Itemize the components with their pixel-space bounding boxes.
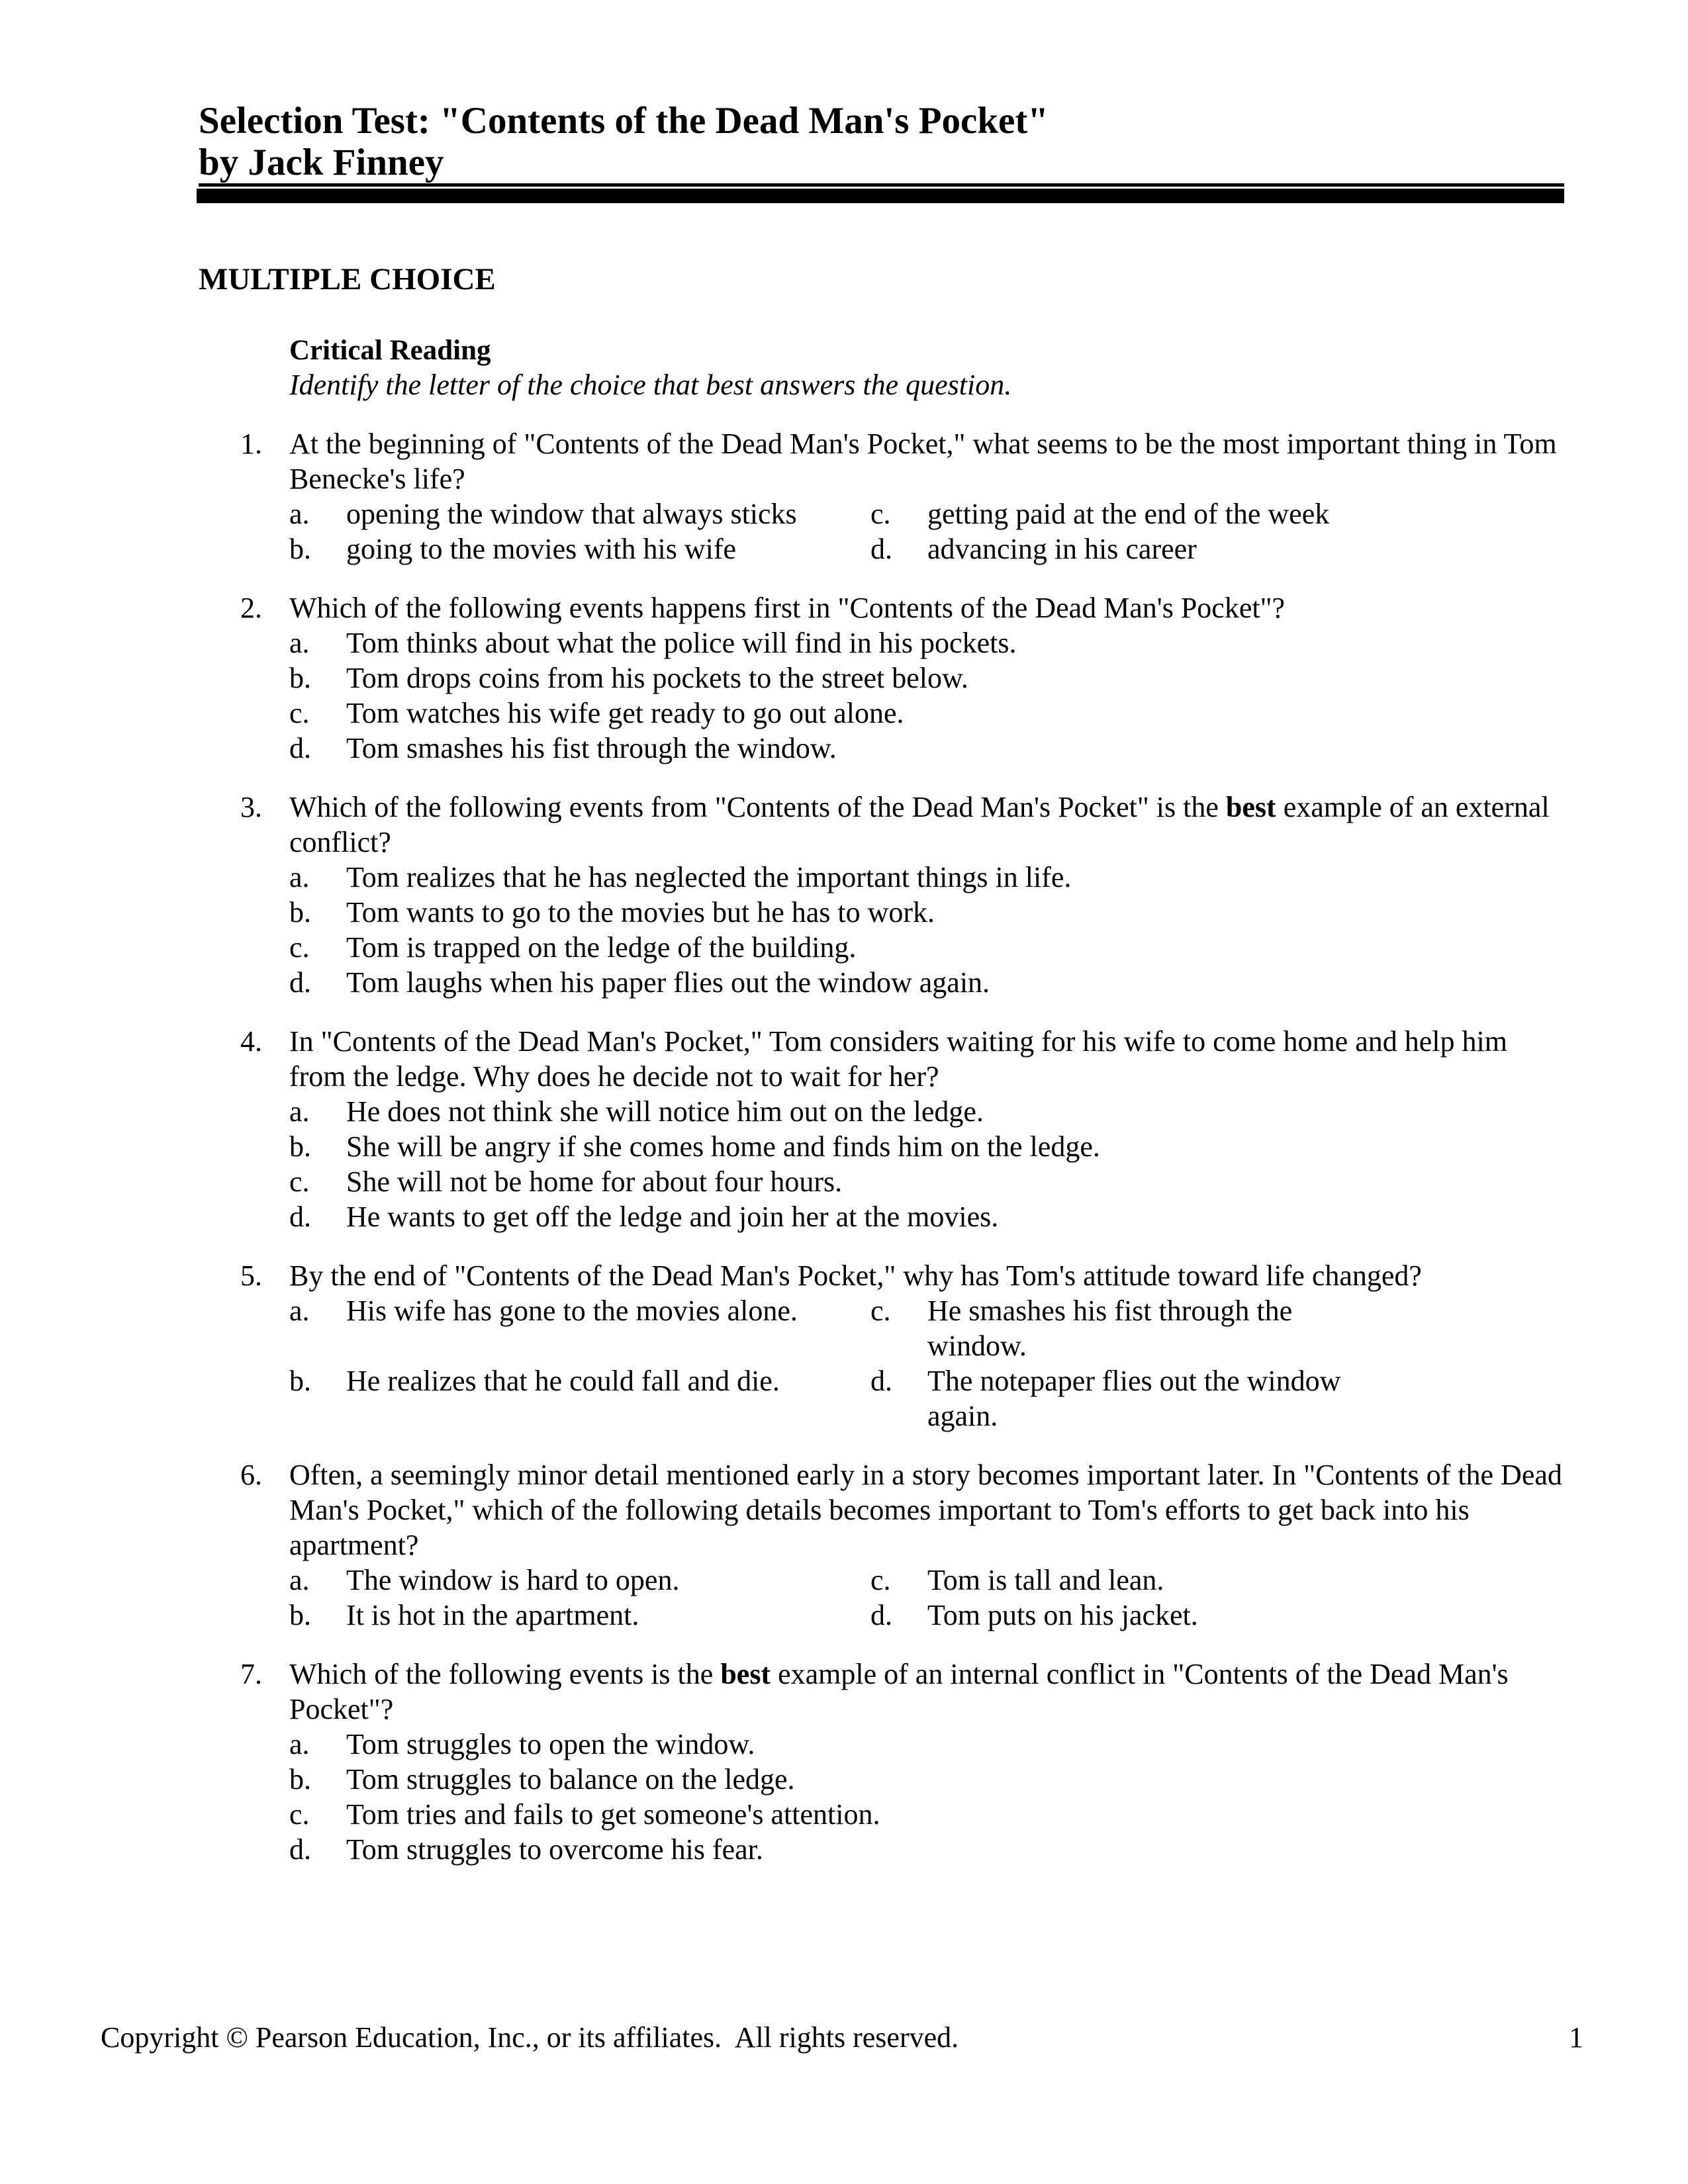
question xyxy=(240,790,1564,1000)
choice xyxy=(289,1598,870,1633)
choice-list xyxy=(289,1727,1564,1867)
choice-text: Tom watches his wife get ready to go out alone. xyxy=(346,697,904,729)
choice-text: She will not be home for about four hours. xyxy=(346,1165,843,1198)
choice-text: Tom tries and fails to get someone's attention. xyxy=(346,1798,880,1831)
choice xyxy=(289,531,870,567)
choice-list xyxy=(289,625,1564,766)
choice xyxy=(870,1363,1564,1433)
questions xyxy=(0,426,1564,1867)
choice-letter: c. xyxy=(870,498,891,530)
choice-letter: a. xyxy=(289,1295,310,1327)
choice-text: Tom drops coins from his pockets to the street below. xyxy=(346,662,968,694)
subsection-header xyxy=(289,334,1564,402)
choice-text: The window is hard to open. xyxy=(346,1564,680,1596)
choice-text: Tom smashes his fist through the window. xyxy=(346,732,837,764)
document-title-line2: by Jack Finney xyxy=(199,142,444,183)
choice-letter: a. xyxy=(289,1095,310,1128)
question xyxy=(240,590,1564,766)
question-text xyxy=(289,1457,1564,1563)
question-number: 1. xyxy=(240,428,262,460)
choice-letter: b. xyxy=(289,896,311,929)
question-number: 5. xyxy=(240,1259,262,1292)
question-text-part: In "Contents of the Dead Man's Pocket," Tom considers waiting for his wife to come home and help him from the ledge. Why does he decide not to wait for her? xyxy=(289,1025,1507,1093)
choice-text: opening the window that always sticks xyxy=(346,498,797,530)
choice-letter: a. xyxy=(289,498,310,530)
choice-text: She will be angry if she comes home and finds him on the ledge. xyxy=(346,1130,1100,1163)
choice-text: getting paid at the end of the week xyxy=(927,498,1330,530)
choice-letter: b. xyxy=(289,662,311,694)
choice-letter: d. xyxy=(289,1833,311,1866)
choice-text: Tom laughs when his paper flies out the window again. xyxy=(346,966,990,999)
choice-list xyxy=(289,860,1564,1000)
question-text-part: At the beginning of "Contents of the Dead Man's Pocket," what seems to be the most important thing in Tom Benecke's life? xyxy=(289,428,1557,495)
choice-text: It is hot in the apartment. xyxy=(346,1599,639,1631)
choice xyxy=(289,1797,1564,1832)
choice-letter: c. xyxy=(870,1564,891,1596)
question-text xyxy=(289,1024,1564,1094)
question-text-emphasis: best xyxy=(1225,791,1276,823)
choice-letter: b. xyxy=(289,1365,311,1397)
question-body xyxy=(289,1657,1564,1867)
choice-letter: b. xyxy=(289,533,311,565)
choice-letter: d. xyxy=(870,533,892,565)
question-number: 6. xyxy=(240,1459,262,1491)
question-text xyxy=(289,1657,1564,1727)
choice-text: Tom struggles to overcome his fear. xyxy=(346,1833,763,1866)
title-divider-rule xyxy=(197,189,1564,203)
choice xyxy=(289,1129,1564,1164)
choice-text: Tom is trapped on the ledge of the building. xyxy=(346,931,857,964)
question-body xyxy=(289,590,1564,766)
subsection-title: Critical Reading xyxy=(289,335,491,366)
choice-letter: b. xyxy=(289,1130,311,1163)
question-body xyxy=(289,1457,1564,1633)
choice xyxy=(289,930,1564,965)
choice xyxy=(289,1164,1564,1199)
question-body xyxy=(289,790,1564,1000)
choice-letter: d. xyxy=(289,966,311,999)
choice xyxy=(870,531,1564,567)
question-text-emphasis: best xyxy=(720,1658,771,1690)
choice-letter: c. xyxy=(289,697,310,729)
question xyxy=(240,426,1564,567)
choice xyxy=(289,696,1564,731)
choice xyxy=(289,965,1564,1000)
choice-text: He smashes his fist through the window. xyxy=(927,1295,1293,1362)
copyright-text: Copyright © Pearson Education, Inc., or its affiliates. All rights reserved. xyxy=(101,2021,959,2054)
choice-list xyxy=(289,1293,1564,1433)
page-number: 1 xyxy=(1569,2021,1583,2054)
choice-letter: c. xyxy=(870,1295,891,1327)
question-number: 7. xyxy=(240,1658,262,1690)
question xyxy=(240,1657,1564,1867)
choice-letter: d. xyxy=(289,1201,311,1233)
choice xyxy=(289,660,1564,696)
choice-text: The notepaper flies out the window again. xyxy=(927,1365,1341,1432)
question-text-part: Which of the following events is the xyxy=(289,1658,721,1690)
choice-text: going to the movies with his wife xyxy=(346,533,737,565)
choice xyxy=(870,1563,1564,1598)
choice-text: His wife has gone to the movies alone. xyxy=(346,1295,798,1327)
choice xyxy=(289,1762,1564,1797)
question-text-part: Which of the following events from "Contents of the Dead Man's Pocket" is the xyxy=(289,791,1226,823)
question xyxy=(240,1457,1564,1633)
choice xyxy=(289,1727,1564,1762)
choice xyxy=(289,731,1564,766)
choice-text: Tom thinks about what the police will find in his pockets. xyxy=(346,627,1017,659)
question-text-part: example of an external conflict? xyxy=(289,791,1550,858)
choice-text: Tom is tall and lean. xyxy=(927,1564,1164,1596)
choice xyxy=(289,496,870,531)
question-text-part: By the end of "Contents of the Dead Man's Pocket," why has Tom's attitude toward life changed? xyxy=(289,1259,1422,1292)
choice xyxy=(289,1832,1564,1867)
question-body xyxy=(289,1258,1564,1433)
choice-letter: a. xyxy=(289,861,310,893)
choice-letter: a. xyxy=(289,1728,310,1760)
question-text-part: Which of the following events happens first in "Contents of the Dead Man's Pocket"? xyxy=(289,592,1286,624)
choice xyxy=(289,1363,870,1433)
question xyxy=(240,1258,1564,1433)
choice-text: Tom struggles to balance on the ledge. xyxy=(346,1763,795,1796)
choice-text: He realizes that he could fall and die. xyxy=(346,1365,780,1397)
choice-letter: b. xyxy=(289,1763,311,1796)
question-text-part: example of an internal conflict in "Contents of the Dead Man's Pocket"? xyxy=(289,1658,1509,1725)
question-body xyxy=(289,1024,1564,1234)
choice-text: advancing in his career xyxy=(927,533,1197,565)
page-footer xyxy=(101,2020,1583,2055)
choice-letter: d. xyxy=(870,1365,892,1397)
question-text-part: Often, a seemingly minor detail mentioned early in a story becomes important later. In "Contents of the Dead Man's Pocket," which of the following details becomes important to Tom's efforts to get back into his apartment? xyxy=(289,1459,1562,1561)
choice xyxy=(870,1598,1564,1633)
choice-list xyxy=(289,1094,1564,1234)
question-text xyxy=(289,1258,1564,1293)
choice xyxy=(289,625,1564,660)
choice xyxy=(289,895,1564,930)
choice-letter: d. xyxy=(870,1599,892,1631)
question-text xyxy=(289,590,1564,625)
choice-letter: b. xyxy=(289,1599,311,1631)
choice xyxy=(870,496,1564,531)
choice-list xyxy=(289,496,1564,567)
question xyxy=(240,1024,1564,1234)
document-title xyxy=(199,100,1564,187)
choice-text: Tom realizes that he has neglected the important things in life. xyxy=(346,861,1072,893)
choice xyxy=(289,1563,870,1598)
choice xyxy=(870,1293,1564,1363)
choice-letter: a. xyxy=(289,627,310,659)
choice-letter: c. xyxy=(289,1798,310,1831)
choice-letter: a. xyxy=(289,1564,310,1596)
choice xyxy=(289,1199,1564,1234)
choice xyxy=(289,1094,1564,1129)
question-number: 3. xyxy=(240,791,262,823)
choice-letter: c. xyxy=(289,1165,310,1198)
question-number: 4. xyxy=(240,1025,262,1058)
question-body xyxy=(289,426,1564,567)
subsection-instructions: Identify the letter of the choice that best answers the question. xyxy=(289,369,1012,401)
choice xyxy=(289,1293,870,1363)
choice-text: Tom wants to go to the movies but he has to work. xyxy=(346,896,935,929)
section-heading: MULTIPLE CHOICE xyxy=(199,262,496,296)
question-text xyxy=(289,426,1564,496)
choice-text: He does not think she will notice him out on the ledge. xyxy=(346,1095,984,1128)
question-text xyxy=(289,790,1564,860)
choice-letter: d. xyxy=(289,732,311,764)
choice-text: Tom struggles to open the window. xyxy=(346,1728,755,1760)
document-title-line1: Selection Test: "Contents of the Dead Man's Pocket" xyxy=(199,100,1049,142)
choice-text: Tom puts on his jacket. xyxy=(927,1599,1198,1631)
choice-letter: c. xyxy=(289,931,310,964)
choice-list xyxy=(289,1563,1564,1633)
choice xyxy=(289,860,1564,895)
question-number: 2. xyxy=(240,592,262,624)
choice-text: He wants to get off the ledge and join her at the movies. xyxy=(346,1201,999,1233)
